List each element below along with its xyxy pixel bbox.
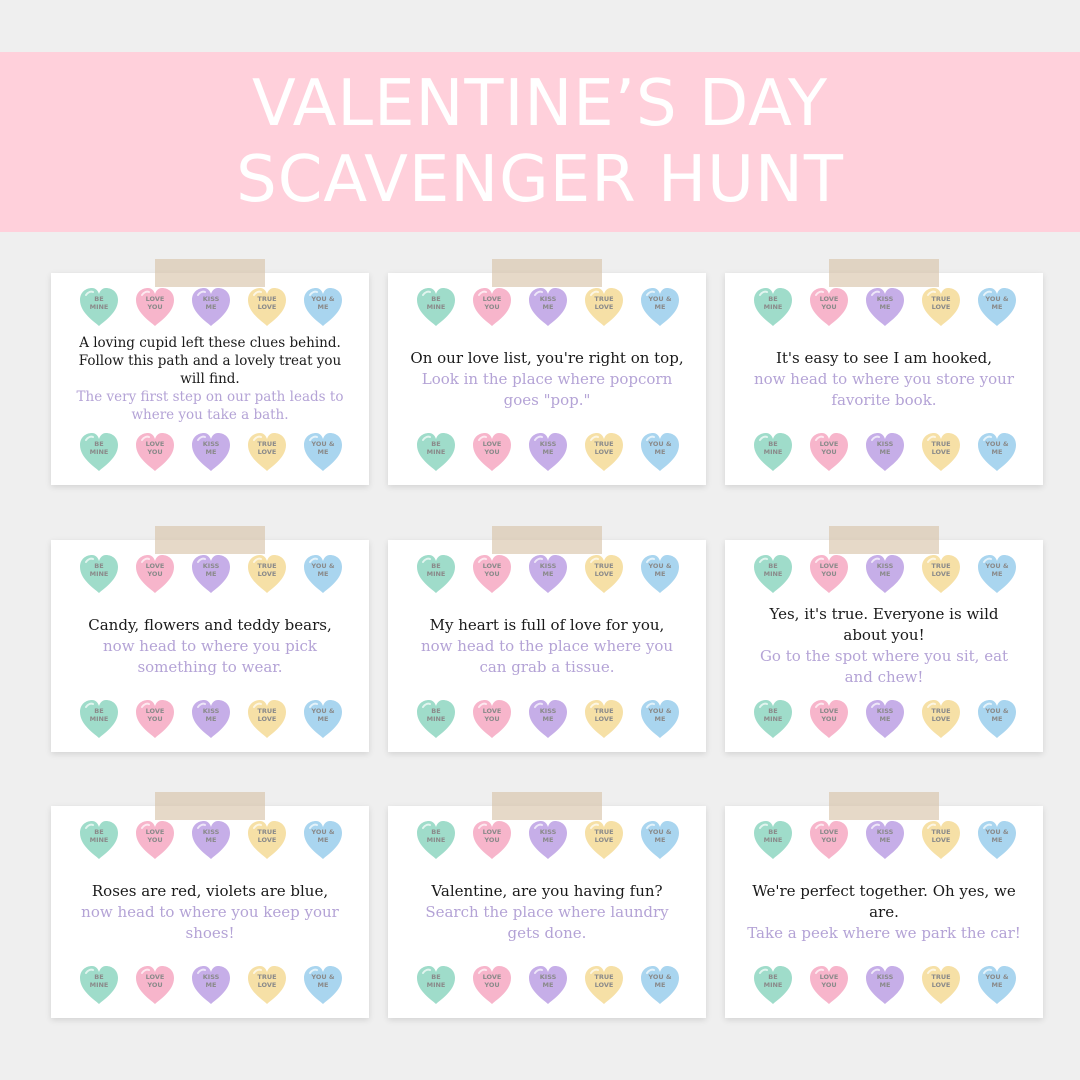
candy-heart-icon <box>638 819 682 861</box>
candy-heart-icon <box>582 819 626 861</box>
candy-heart-icon <box>526 964 570 1006</box>
washi-tape <box>492 526 602 554</box>
candy-heart-icon <box>638 286 682 328</box>
candy-heart-icon <box>919 286 963 328</box>
candy-heart-text: LOVE YOU <box>482 440 502 456</box>
candy-heart-icon <box>638 964 682 1006</box>
candy-heart-text: YOU & ME <box>985 562 1009 578</box>
clue-text <box>410 600 684 692</box>
clue-card <box>388 540 706 752</box>
candy-heart-text: YOU & ME <box>648 973 672 989</box>
candy-heart-icon <box>245 819 289 861</box>
heart-row-bottom <box>51 964 369 1008</box>
candy-heart-icon <box>414 431 458 473</box>
candy-heart-text: TRUE LOVE <box>931 828 951 844</box>
heart-row-bottom <box>388 431 706 475</box>
candy-heart-text: YOU & ME <box>648 707 672 723</box>
candy-heart-icon <box>189 431 233 473</box>
candy-heart-icon <box>751 964 795 1006</box>
candy-heart-text: KISS ME <box>202 828 220 844</box>
clue-text <box>73 866 347 958</box>
heart-row-bottom <box>388 964 706 1008</box>
clue-text <box>73 333 347 425</box>
candy-heart-icon <box>245 553 289 595</box>
candy-heart-text: LOVE YOU <box>819 440 839 456</box>
candy-heart-text: KISS ME <box>539 295 557 311</box>
candy-heart-icon <box>863 698 907 740</box>
candy-heart-text: KISS ME <box>539 562 557 578</box>
candy-heart-icon <box>582 964 626 1006</box>
candy-heart-text: YOU & ME <box>648 562 672 578</box>
candy-heart-icon <box>638 698 682 740</box>
candy-heart-icon <box>414 553 458 595</box>
candy-heart-icon <box>807 698 851 740</box>
heart-row-top <box>388 286 706 330</box>
candy-heart-icon <box>301 964 345 1006</box>
candy-heart-icon <box>77 819 121 861</box>
candy-heart-icon <box>638 431 682 473</box>
candy-heart-text: TRUE LOVE <box>257 562 277 578</box>
candy-heart-text: KISS ME <box>539 440 557 456</box>
candy-heart-icon <box>301 819 345 861</box>
heart-row-top <box>51 553 369 597</box>
candy-heart-text: TRUE LOVE <box>257 440 277 456</box>
candy-heart-icon <box>189 819 233 861</box>
candy-heart-icon <box>414 698 458 740</box>
heart-row-top <box>725 553 1043 597</box>
candy-heart-text: TRUE LOVE <box>594 562 614 578</box>
heart-row-top <box>725 819 1043 863</box>
clue-card <box>725 806 1043 1018</box>
candy-heart-icon <box>975 964 1019 1006</box>
candy-heart-icon <box>133 286 177 328</box>
heart-row-top <box>388 819 706 863</box>
candy-heart-icon <box>470 431 514 473</box>
candy-heart-icon <box>975 286 1019 328</box>
candy-heart-icon <box>526 553 570 595</box>
candy-heart-text: KISS ME <box>202 562 220 578</box>
candy-heart-icon <box>133 431 177 473</box>
heart-row-top <box>51 819 369 863</box>
candy-heart-icon <box>582 698 626 740</box>
candy-heart-text: YOU & ME <box>985 828 1009 844</box>
heart-row-bottom <box>388 698 706 742</box>
candy-heart-icon <box>133 698 177 740</box>
candy-heart-text: LOVE YOU <box>482 973 502 989</box>
heart-row-bottom <box>725 698 1043 742</box>
candy-heart-icon <box>582 553 626 595</box>
title-line-1: VALENTINE’S DAY <box>251 67 829 141</box>
candy-heart-icon <box>133 964 177 1006</box>
candy-heart-text: YOU & ME <box>648 440 672 456</box>
candy-heart-icon <box>77 553 121 595</box>
heart-row-bottom <box>51 698 369 742</box>
clue-card <box>51 806 369 1018</box>
candy-heart-text: LOVE YOU <box>482 828 502 844</box>
candy-heart-text: TRUE LOVE <box>594 295 614 311</box>
washi-tape <box>492 259 602 287</box>
candy-heart-text: TRUE LOVE <box>594 707 614 723</box>
candy-heart-icon <box>189 286 233 328</box>
candy-heart-icon <box>133 553 177 595</box>
washi-tape <box>155 792 265 820</box>
candy-heart-icon <box>863 553 907 595</box>
candy-heart-text: BE MINE <box>89 295 109 311</box>
candy-heart-icon <box>638 553 682 595</box>
candy-heart-text: BE MINE <box>763 707 783 723</box>
candy-heart-text: BE MINE <box>426 295 446 311</box>
candy-heart-text: LOVE YOU <box>145 707 165 723</box>
candy-heart-icon <box>863 964 907 1006</box>
candy-heart-icon <box>133 819 177 861</box>
clue-rhyme: Roses are red, violets are blue, <box>91 881 329 900</box>
candy-heart-icon <box>919 431 963 473</box>
candy-heart-text: BE MINE <box>426 828 446 844</box>
candy-heart-text: KISS ME <box>876 562 894 578</box>
candy-heart-text: BE MINE <box>426 562 446 578</box>
candy-heart-icon <box>751 819 795 861</box>
clue-hint: Search the place where laundry gets done. <box>425 902 669 942</box>
candy-heart-text: YOU & ME <box>648 828 672 844</box>
candy-heart-icon <box>526 819 570 861</box>
candy-heart-text: KISS ME <box>202 707 220 723</box>
candy-heart-icon <box>863 431 907 473</box>
candy-heart-text: BE MINE <box>763 440 783 456</box>
clue-text <box>747 600 1021 692</box>
candy-heart-text: TRUE LOVE <box>257 295 277 311</box>
candy-heart-text: LOVE YOU <box>145 828 165 844</box>
candy-heart-icon <box>919 553 963 595</box>
candy-heart-text: YOU & ME <box>311 562 335 578</box>
clue-hint: now head to where you keep your shoes! <box>81 902 339 942</box>
candy-heart-text: KISS ME <box>539 828 557 844</box>
candy-heart-text: LOVE YOU <box>145 295 165 311</box>
candy-heart-text: KISS ME <box>876 707 894 723</box>
candy-heart-text: LOVE YOU <box>819 562 839 578</box>
candy-heart-text: LOVE YOU <box>819 973 839 989</box>
washi-tape <box>155 526 265 554</box>
clue-hint: now head to the place where you can grab a tissue. <box>420 636 674 676</box>
clue-hint: The very first step on our path leads to where you take a bath. <box>76 389 344 423</box>
candy-heart-text: TRUE LOVE <box>594 828 614 844</box>
clue-card <box>51 273 369 485</box>
candy-heart-icon <box>470 698 514 740</box>
candy-heart-icon <box>526 431 570 473</box>
candy-heart-text: TRUE LOVE <box>931 973 951 989</box>
title-banner <box>0 52 1080 232</box>
candy-heart-icon <box>863 819 907 861</box>
candy-heart-icon <box>77 431 121 473</box>
clue-rhyme: On our love list, you're right on top, <box>410 348 684 367</box>
candy-heart-icon <box>245 964 289 1006</box>
candy-heart-icon <box>189 964 233 1006</box>
candy-heart-text: BE MINE <box>89 973 109 989</box>
heart-row-bottom <box>725 431 1043 475</box>
candy-heart-text: LOVE YOU <box>482 295 502 311</box>
candy-heart-text: YOU & ME <box>985 973 1009 989</box>
candy-heart-icon <box>189 698 233 740</box>
clue-rhyme: It's easy to see I am hooked, <box>775 348 993 367</box>
candy-heart-icon <box>807 964 851 1006</box>
candy-heart-text: KISS ME <box>539 973 557 989</box>
clue-card <box>51 540 369 752</box>
clue-text <box>73 600 347 692</box>
candy-heart-icon <box>245 698 289 740</box>
candy-heart-text: BE MINE <box>426 707 446 723</box>
candy-heart-icon <box>301 553 345 595</box>
candy-heart-icon <box>751 286 795 328</box>
candy-heart-icon <box>975 819 1019 861</box>
candy-heart-icon <box>301 286 345 328</box>
heart-row-top <box>51 286 369 330</box>
candy-heart-icon <box>919 819 963 861</box>
candy-heart-text: BE MINE <box>426 973 446 989</box>
clue-card <box>725 273 1043 485</box>
clue-card <box>388 806 706 1018</box>
clue-hint: Go to the spot where you sit, eat and chew! <box>759 647 1009 686</box>
clue-rhyme: A loving cupid left these clues behind. Follow this path and a lovely treat you will find. <box>78 335 342 387</box>
candy-heart-icon <box>807 553 851 595</box>
candy-heart-icon <box>751 698 795 740</box>
candy-heart-icon <box>807 819 851 861</box>
candy-heart-text: TRUE LOVE <box>257 973 277 989</box>
candy-heart-icon <box>77 286 121 328</box>
candy-heart-icon <box>975 431 1019 473</box>
candy-heart-text: YOU & ME <box>985 707 1009 723</box>
candy-heart-icon <box>863 286 907 328</box>
candy-heart-text: BE MINE <box>763 562 783 578</box>
candy-heart-icon <box>245 431 289 473</box>
candy-heart-icon <box>975 553 1019 595</box>
candy-heart-text: LOVE YOU <box>819 295 839 311</box>
candy-heart-icon <box>77 964 121 1006</box>
clue-text <box>747 333 1021 425</box>
candy-heart-text: YOU & ME <box>311 828 335 844</box>
candy-heart-icon <box>807 431 851 473</box>
clue-hint: now head to where you store your favorite book. <box>753 369 1014 409</box>
clue-hint: now head to where you pick something to wear. <box>103 636 317 676</box>
candy-heart-text: BE MINE <box>763 295 783 311</box>
candy-heart-text: LOVE YOU <box>482 707 502 723</box>
candy-heart-icon <box>751 553 795 595</box>
candy-heart-text: KISS ME <box>876 973 894 989</box>
candy-heart-icon <box>975 698 1019 740</box>
candy-heart-text: TRUE LOVE <box>931 707 951 723</box>
clue-hint: Take a peek where we park the car! <box>747 923 1021 942</box>
candy-heart-icon <box>470 964 514 1006</box>
candy-heart-icon <box>301 698 345 740</box>
candy-heart-text: TRUE LOVE <box>931 295 951 311</box>
candy-heart-icon <box>470 553 514 595</box>
title-line-2: SCAVENGER HUNT <box>236 143 844 217</box>
candy-heart-icon <box>526 286 570 328</box>
washi-tape <box>829 259 939 287</box>
candy-heart-text: KISS ME <box>876 828 894 844</box>
candy-heart-icon <box>582 431 626 473</box>
candy-heart-text: BE MINE <box>89 707 109 723</box>
candy-heart-icon <box>301 431 345 473</box>
candy-heart-text: KISS ME <box>202 440 220 456</box>
candy-heart-icon <box>77 698 121 740</box>
candy-heart-text: YOU & ME <box>985 295 1009 311</box>
candy-heart-text: YOU & ME <box>311 707 335 723</box>
clue-text <box>410 866 684 958</box>
clue-card <box>725 540 1043 752</box>
candy-heart-text: LOVE YOU <box>819 707 839 723</box>
candy-heart-text: KISS ME <box>876 440 894 456</box>
candy-heart-text: LOVE YOU <box>145 562 165 578</box>
candy-heart-text: BE MINE <box>763 828 783 844</box>
candy-heart-icon <box>582 286 626 328</box>
candy-heart-icon <box>470 286 514 328</box>
candy-heart-text: BE MINE <box>426 440 446 456</box>
candy-heart-icon <box>919 964 963 1006</box>
clue-rhyme: My heart is full of love for you, <box>429 615 665 634</box>
clue-rhyme: Candy, flowers and teddy bears, <box>88 615 332 634</box>
candy-heart-icon <box>245 286 289 328</box>
candy-heart-icon <box>414 819 458 861</box>
clue-text <box>410 333 684 425</box>
washi-tape <box>829 792 939 820</box>
clue-rhyme: Yes, it's true. Everyone is wild about you! <box>769 605 999 644</box>
heart-row-bottom <box>51 431 369 475</box>
clue-card <box>388 273 706 485</box>
washi-tape <box>492 792 602 820</box>
candy-heart-icon <box>919 698 963 740</box>
heart-row-top <box>725 286 1043 330</box>
candy-heart-icon <box>414 286 458 328</box>
candy-heart-text: YOU & ME <box>648 295 672 311</box>
candy-heart-text: LOVE YOU <box>819 828 839 844</box>
candy-heart-text: BE MINE <box>89 440 109 456</box>
candy-heart-icon <box>470 819 514 861</box>
clue-rhyme: We're perfect together. Oh yes, we are. <box>752 881 1016 921</box>
candy-heart-text: TRUE LOVE <box>931 562 951 578</box>
candy-heart-icon <box>751 431 795 473</box>
heart-row-top <box>388 553 706 597</box>
candy-heart-text: LOVE YOU <box>145 440 165 456</box>
washi-tape <box>829 526 939 554</box>
clue-rhyme: Valentine, are you having fun? <box>431 881 663 900</box>
candy-heart-text: TRUE LOVE <box>257 828 277 844</box>
candy-heart-icon <box>807 286 851 328</box>
candy-heart-text: TRUE LOVE <box>594 973 614 989</box>
candy-heart-text: YOU & ME <box>311 295 335 311</box>
washi-tape <box>155 259 265 287</box>
candy-heart-text: LOVE YOU <box>482 562 502 578</box>
candy-heart-icon <box>526 698 570 740</box>
candy-heart-text: KISS ME <box>202 295 220 311</box>
candy-heart-text: YOU & ME <box>985 440 1009 456</box>
candy-heart-text: TRUE LOVE <box>257 707 277 723</box>
candy-heart-icon <box>189 553 233 595</box>
candy-heart-text: KISS ME <box>202 973 220 989</box>
candy-heart-text: KISS ME <box>539 707 557 723</box>
heart-row-bottom <box>725 964 1043 1008</box>
candy-heart-text: TRUE LOVE <box>594 440 614 456</box>
candy-heart-text: LOVE YOU <box>145 973 165 989</box>
candy-heart-text: KISS ME <box>876 295 894 311</box>
clue-hint: Look in the place where popcorn goes "pop." <box>421 369 673 409</box>
candy-heart-text: BE MINE <box>89 562 109 578</box>
candy-heart-text: TRUE LOVE <box>931 440 951 456</box>
candy-heart-text: YOU & ME <box>311 973 335 989</box>
candy-heart-text: BE MINE <box>763 973 783 989</box>
candy-heart-text: BE MINE <box>89 828 109 844</box>
clue-text <box>747 866 1021 958</box>
candy-heart-text: YOU & ME <box>311 440 335 456</box>
candy-heart-icon <box>414 964 458 1006</box>
